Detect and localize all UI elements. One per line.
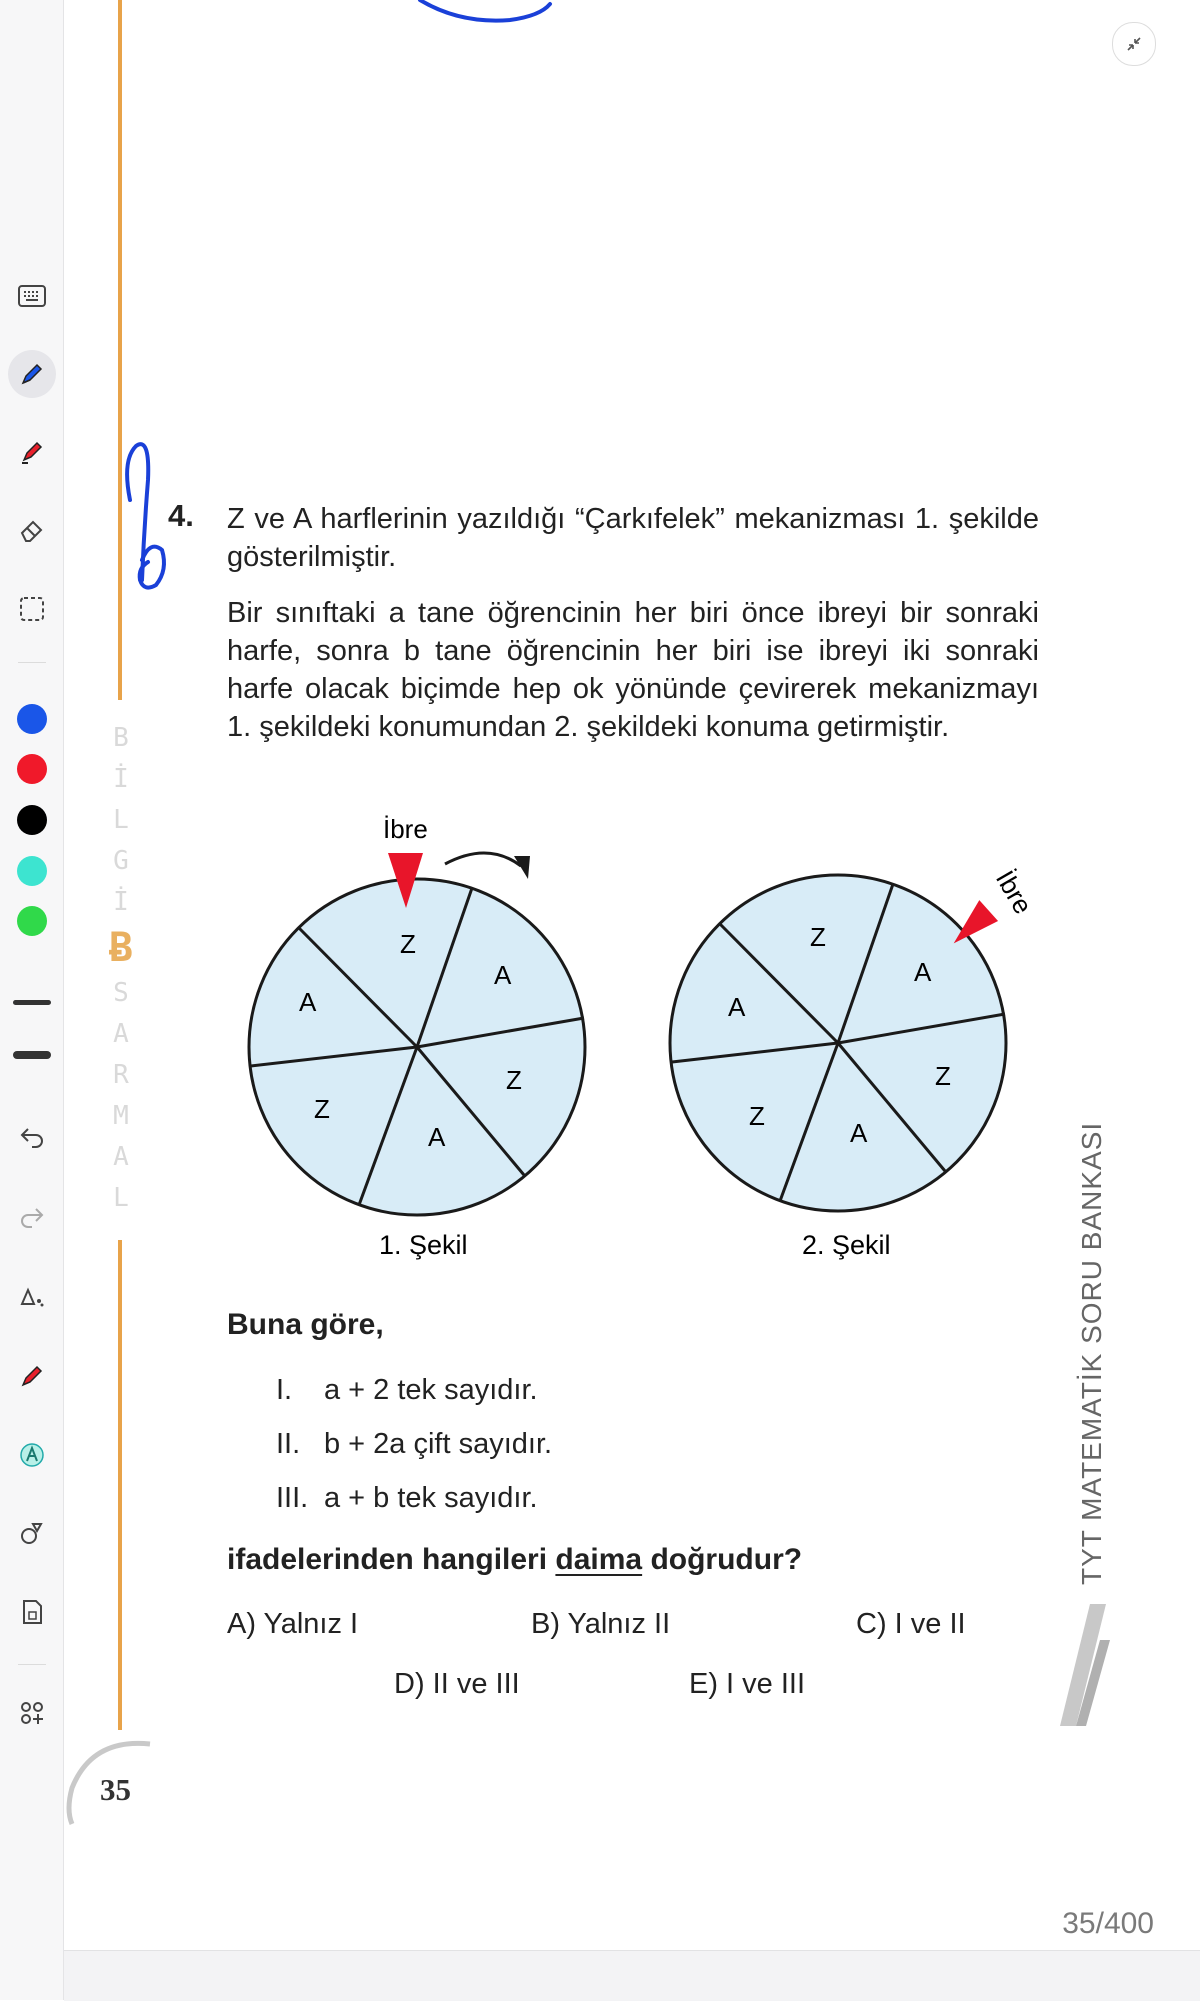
wheel-2-letter: Z	[749, 1101, 765, 1131]
lasso-select-icon[interactable]	[8, 585, 56, 633]
text-icon[interactable]	[8, 1431, 56, 1479]
color-swatch-cyan[interactable]	[17, 856, 47, 886]
marker-icon[interactable]	[8, 1352, 56, 1400]
annotation-toolbar	[0, 0, 64, 2000]
page-icon[interactable]	[8, 1588, 56, 1636]
wheel-2-letter: A	[850, 1118, 868, 1148]
statement-roman: III.	[276, 1482, 309, 1514]
wheel-2-letter: A	[728, 992, 746, 1022]
wheel-1-letter: Z	[400, 929, 416, 959]
statement-text: a + 2 tek sayıdır.	[324, 1374, 538, 1406]
book-title-vertical: TYT MATEMATİK SORU BANKASI	[1076, 1121, 1107, 1585]
pen-icon[interactable]	[8, 350, 56, 398]
question-body	[227, 500, 1039, 746]
wheel-1-letter: Z	[506, 1065, 522, 1095]
wheel-1-pointer-label: İbre	[383, 814, 428, 844]
buna-gore-label: Buna göre,	[227, 1308, 384, 1341]
statement-1	[276, 1374, 538, 1407]
publisher-logo: Ƀ	[108, 925, 134, 971]
wheel-1	[249, 814, 585, 1260]
wheel-2-letter: Z	[935, 1061, 951, 1091]
wheel-2-letter: A	[914, 957, 932, 987]
toolbar-divider	[18, 662, 46, 663]
wheel-1-caption: 1. Şekil	[379, 1230, 468, 1260]
shapes-icon[interactable]	[8, 1509, 56, 1557]
option-e[interactable]: E) I ve III	[689, 1668, 806, 1700]
question-intro: Z ve A harflerinin yazıldığı “Çarkıfelek” mekanizması 1. şekilde gösterilmiştir.	[227, 503, 1039, 573]
statement-3	[276, 1482, 538, 1515]
publisher-brand-vertical: B İ L G İ Ƀ S A R M A L	[106, 718, 136, 1219]
option-c[interactable]: C) I ve II	[856, 1608, 966, 1640]
question-number: 4.	[168, 498, 194, 533]
option-b[interactable]: B) Yalnız II	[531, 1608, 671, 1640]
margin-line	[118, 0, 122, 700]
collapse-icon	[1125, 35, 1143, 53]
keyboard-icon[interactable]	[8, 272, 56, 320]
wheel-2-letter: Z	[810, 922, 826, 952]
page-counter: 35/400	[1062, 1907, 1154, 1940]
undo-icon[interactable]	[8, 1113, 56, 1161]
redo-icon[interactable]	[8, 1193, 56, 1241]
wheel-2-pointer-label: İbre	[989, 865, 1039, 920]
wheel-1-direction-arrow	[445, 853, 521, 866]
wheel-1-letter: A	[428, 1122, 446, 1152]
statement-2	[276, 1428, 552, 1461]
thick-stroke-option[interactable]	[13, 1051, 51, 1059]
color-swatch-green[interactable]	[17, 906, 47, 936]
arrow-head	[514, 856, 530, 879]
statement-text: b + 2a çift sayıdır.	[324, 1428, 553, 1460]
more-apps-icon[interactable]	[8, 1689, 56, 1737]
wheel-1-letter: A	[494, 960, 512, 990]
title-stripes	[1060, 1600, 1110, 1730]
wheel-2	[670, 865, 1038, 1260]
color-swatch-black[interactable]	[17, 805, 47, 835]
eraser-icon[interactable]	[8, 506, 56, 554]
margin-line	[118, 1240, 122, 1730]
ink-stroke-top	[400, 0, 560, 30]
option-a[interactable]: A) Yalnız I	[227, 1608, 359, 1640]
option-d[interactable]: D) II ve III	[394, 1668, 520, 1700]
page-number: 35	[100, 1772, 131, 1807]
color-swatch-red[interactable]	[17, 754, 47, 784]
thin-stroke-option[interactable]	[13, 1000, 51, 1005]
wheel-figure	[238, 806, 1058, 1266]
statement-text: a + b tek sayıdır.	[324, 1482, 538, 1514]
question-description: Bir sınıftaki a tane öğrencinin her biri önce ibreyi bir sonraki harfe, sonra b tane öğrencinin her biri ise ibreyi iki sonraki harfe olacak biçimde hep ok yönünde çevirerek mekanizmayı 1. şekildeki konumundan 2. şekildeki konuma getirmiştir.	[227, 597, 1039, 743]
statement-roman: I.	[276, 1374, 293, 1406]
wheel-1-letter: A	[299, 987, 317, 1017]
toolbar-divider	[18, 1664, 46, 1665]
color-swatch-blue[interactable]	[17, 704, 47, 734]
wheel-1-letter: Z	[314, 1094, 330, 1124]
shape-icon[interactable]	[8, 1272, 56, 1320]
collapse-fullscreen-button[interactable]	[1112, 22, 1156, 66]
highlighter-icon[interactable]	[8, 428, 56, 476]
wheel-2-caption: 2. Şekil	[802, 1230, 891, 1260]
statement-roman: II.	[276, 1428, 301, 1460]
question-prompt: ifadelerinden hangileri daima doğrudur?	[227, 1543, 803, 1576]
bottom-scroll-bar[interactable]	[64, 1950, 1200, 2001]
